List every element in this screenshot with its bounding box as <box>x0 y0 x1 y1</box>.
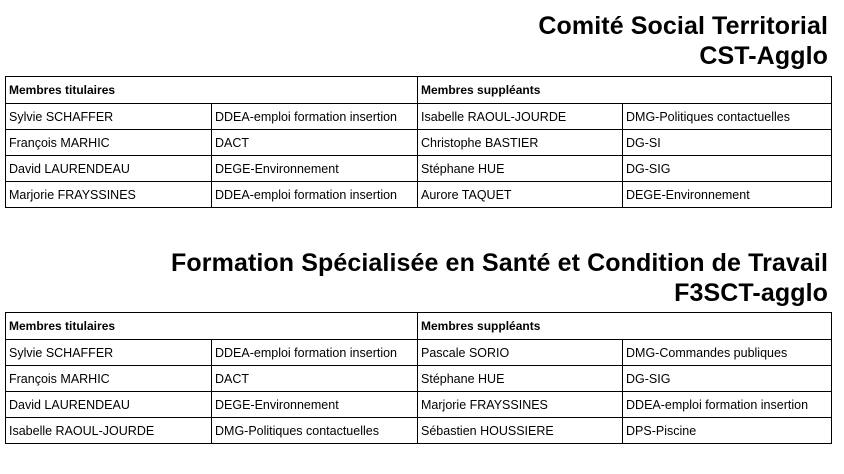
table-row <box>6 182 832 208</box>
suppleant-service: DG-SI <box>623 130 832 156</box>
header-suppleants: Membres suppléants <box>418 313 832 340</box>
suppleant-service: DG-SIG <box>623 366 832 392</box>
titulaire-name: Sylvie SCHAFFER <box>6 340 212 366</box>
suppleant-name: Christophe BASTIER <box>418 130 623 156</box>
header-titulaires: Membres titulaires <box>6 313 418 340</box>
suppleant-service: DPS-Piscine <box>623 418 832 444</box>
titulaire-service: DACT <box>212 130 418 156</box>
titulaire-name: Sylvie SCHAFFER <box>6 104 212 130</box>
table-row <box>6 130 832 156</box>
titulaire-service: DMG-Politiques contactuelles <box>212 418 418 444</box>
suppleant-name: Sébastien HOUSSIERE <box>418 418 623 444</box>
titulaire-service: DDEA-emploi formation insertion <box>212 340 418 366</box>
section-title-line1: Formation Spécialisée en Santé et Condition de Travail <box>171 249 828 277</box>
suppleant-service: DG-SIG <box>623 156 832 182</box>
titulaire-name: François MARHIC <box>6 130 212 156</box>
suppleant-name: Aurore TAQUET <box>418 182 623 208</box>
section-title-line2: CST-Agglo <box>699 42 828 70</box>
suppleant-service: DMG-Commandes publiques <box>623 340 832 366</box>
suppleant-service: DEGE-Environnement <box>623 182 832 208</box>
suppleant-name: Pascale SORIO <box>418 340 623 366</box>
suppleant-service: DDEA-emploi formation insertion <box>623 392 832 418</box>
section-title-line1: Comité Social Territorial <box>538 12 828 40</box>
table-row <box>6 104 832 130</box>
suppleant-service: DMG-Politiques contactuelles <box>623 104 832 130</box>
suppleant-name: Marjorie FRAYSSINES <box>418 392 623 418</box>
suppleant-name: Stéphane HUE <box>418 366 623 392</box>
suppleant-name: Isabelle RAOUL-JOURDE <box>418 104 623 130</box>
header-titulaires: Membres titulaires <box>6 77 418 104</box>
table-header-row <box>6 313 832 340</box>
members-table-f3sct <box>5 312 832 444</box>
section-title-cst <box>538 11 828 71</box>
table-row <box>6 418 832 444</box>
table-header-row <box>6 77 832 104</box>
section-title-line2: F3SCT-agglo <box>674 279 828 307</box>
titulaire-service: DDEA-emploi formation insertion <box>212 104 418 130</box>
titulaire-service: DACT <box>212 366 418 392</box>
titulaire-service: DEGE-Environnement <box>212 392 418 418</box>
suppleant-name: Stéphane HUE <box>418 156 623 182</box>
header-suppleants: Membres suppléants <box>418 77 832 104</box>
table-row <box>6 392 832 418</box>
section-title-f3sct <box>171 248 828 308</box>
members-table-cst <box>5 76 832 208</box>
titulaire-service: DEGE-Environnement <box>212 156 418 182</box>
titulaire-name: David LAURENDEAU <box>6 156 212 182</box>
table-row <box>6 156 832 182</box>
titulaire-service: DDEA-emploi formation insertion <box>212 182 418 208</box>
titulaire-name: Marjorie FRAYSSINES <box>6 182 212 208</box>
table-row <box>6 340 832 366</box>
titulaire-name: François MARHIC <box>6 366 212 392</box>
table-row <box>6 366 832 392</box>
titulaire-name: David LAURENDEAU <box>6 392 212 418</box>
titulaire-name: Isabelle RAOUL-JOURDE <box>6 418 212 444</box>
